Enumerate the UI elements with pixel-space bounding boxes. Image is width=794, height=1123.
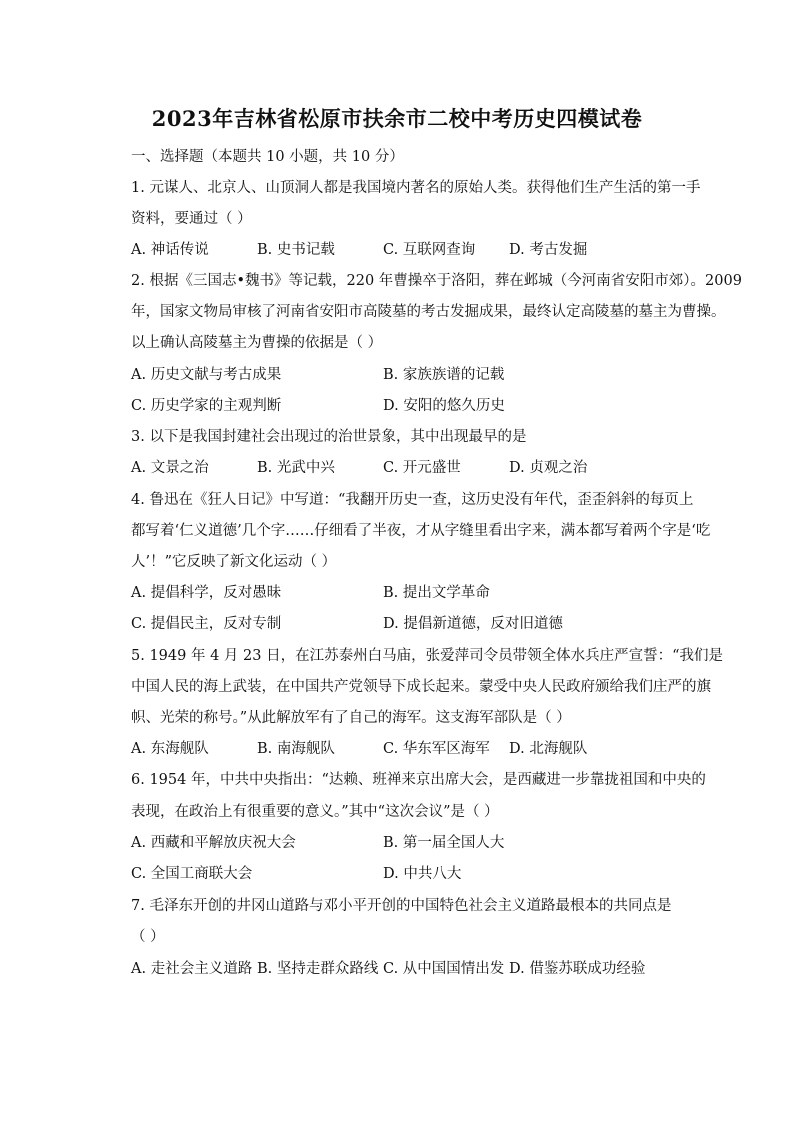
- question-3-option-c: C. 开元盛世: [383, 460, 461, 476]
- question-2-line-2: 年，国家文物局审核了河南省安阳市高陵墓的考古发掘成果，最终认定高陵墓的墓主为曹操。: [131, 304, 726, 320]
- question-2-option-a: A. 历史文献与考古成果: [131, 367, 282, 383]
- section-heading: 一、选择题（本题共 10 小题，共 10 分）: [131, 149, 404, 165]
- question-3-option-d: D. 贞观之治: [509, 460, 588, 476]
- question-1-line-2: 资料，要通过（ ）: [131, 211, 252, 227]
- question-3-line-1: 3. 以下是我国封建社会出现过的治世景象，其中出现最早的是: [131, 429, 527, 445]
- question-3-option-b: B. 光武中兴: [257, 460, 335, 476]
- question-2-option-d: D. 安阳的悠久历史: [383, 398, 505, 414]
- question-1-option-c: C. 互联网查询: [383, 242, 476, 258]
- question-7-option-a: A. 走社会主义道路: [131, 961, 253, 977]
- question-4-option-c: C. 提倡民主，反对专制: [131, 616, 282, 632]
- question-2-option-b: B. 家族族谱的记载: [383, 367, 505, 383]
- question-5-line-3: 帜、光荣的称号。”从此解放军有了自己的海军。这支海军部队是（ ）: [131, 710, 571, 726]
- question-1-option-b: B. 史书记载: [257, 242, 335, 258]
- question-2-line-1: 2. 根据《三国志•魏书》等记载，220 年曹操卒于洛阳，葬在邺城（今河南省安阳市郊）。2009: [131, 273, 742, 289]
- question-4-line-3: 人’！”它反映了新文化运动（ ）: [131, 554, 337, 570]
- question-7-line-1: 7. 毛泽东开创的井冈山道路与邓小平开创的中国特色社会主义道路最根本的共同点是: [131, 898, 672, 914]
- question-6-option-c: C. 全国工商联大会: [131, 866, 253, 882]
- question-2-line-3: 以上确认高陵墓主为曹操的依据是（ ）: [131, 335, 383, 351]
- question-6-option-b: B. 第一届全国人大: [383, 835, 505, 851]
- question-6-line-2: 表现，在政治上有很重要的意义。”其中“这次会议”是（ ）: [131, 804, 499, 820]
- question-5-option-b: B. 南海舰队: [257, 741, 335, 757]
- question-2-option-c: C. 历史学家的主观判断: [131, 398, 282, 414]
- question-6-line-1: 6. 1954 年，中共中央指出：“达赖、班禅来京出席大会，是西藏进一步靠拢祖国和中央的: [131, 772, 706, 788]
- question-7-option-c: C. 从中国国情出发: [383, 961, 505, 977]
- question-5-option-c: C. 华东军区海军: [383, 741, 490, 757]
- question-7-option-d: D. 借鉴苏联成功经验: [509, 961, 646, 977]
- question-1-line-1: 1. 元谋人、北京人、山顶洞人都是我国境内著名的原始人类。获得他们生产生活的第一手: [131, 180, 701, 196]
- question-5-option-a: A. 东海舰队: [131, 741, 209, 757]
- question-4-line-2: 都写着‘仁义道德’几个字……仔细看了半夜，才从字缝里看出字来，满本都写着两个字是‘吃: [131, 523, 711, 539]
- question-4-option-b: B. 提出文学革命: [383, 585, 490, 601]
- question-6-option-a: A. 西藏和平解放庆祝大会: [131, 835, 296, 851]
- question-7-option-b: B. 坚持走群众路线: [257, 961, 379, 977]
- question-4-option-a: A. 提倡科学，反对愚昧: [131, 585, 282, 601]
- question-7-line-2: （ ）: [131, 929, 165, 945]
- page-title: 2023年吉林省松原市扶余市二校中考历史四模试卷: [151, 106, 643, 131]
- question-6-option-d: D. 中共八大: [383, 866, 462, 882]
- question-3-option-a: A. 文景之治: [131, 460, 209, 476]
- question-5-line-2: 中国人民的海上武装，在中国共产党领导下成长起来。蒙受中央人民政府颁给我们庄严的旗: [131, 679, 711, 695]
- question-5-line-1: 5. 1949 年 4 月 23 日，在江苏泰州白马庙，张爱萍司令员带领全体水兵庄严宣誓：“我们是: [131, 648, 723, 664]
- question-1-option-d: D. 考古发掘: [509, 242, 588, 258]
- question-4-line-1: 4. 鲁迅在《狂人日记》中写道：“我翻开历史一查，这历史没有年代，歪歪斜斜的每页上: [131, 492, 694, 508]
- question-5-option-d: D. 北海舰队: [509, 741, 588, 757]
- question-4-option-d: D. 提倡新道德，反对旧道德: [383, 616, 563, 632]
- question-1-option-a: A. 神话传说: [131, 242, 209, 258]
